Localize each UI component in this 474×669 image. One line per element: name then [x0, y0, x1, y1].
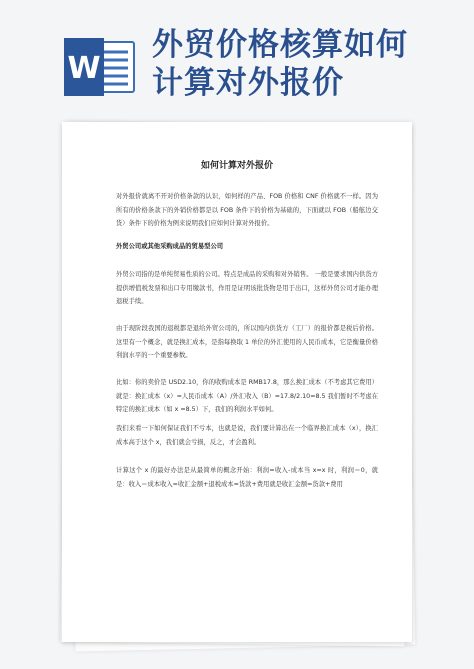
banner-title-line-1: 外贸价格核算如何	[152, 27, 408, 63]
banner	[0, 0, 474, 118]
document-page	[62, 122, 412, 642]
document-title: 如何计算对外报价	[200, 161, 273, 171]
paragraph-formula: 计算这个 x 的最好办法是从最简单的概念开始：利润=收入-成本当 x=x 时，利润＝0，就是：收入＝成本收入=收汇金额+退税成本=货款+费用就是收汇金额=货款+费用	[116, 467, 378, 488]
paragraph-intro: 对外报价就离不开对价格条款的认识，如何样的产品、FOB 价格和 CNF 价格就不一样。因为所有的价格条款下的外销价格都是以 FOB 条件下的价格为基础的，下面就以 FOB（船舷边交货）条件下的价格为例来说明我们应如何计算对外报价。	[116, 193, 378, 227]
banner-title	[152, 26, 472, 102]
paragraph-trade-company: 外贸公司指的是单纯贸易性质的公司。特点是成品的采购和对外销售。 一般是要求国内供货方提供增值税发票和出口专用缴款书，作用是证明该批货物是用于出口，这样外贸公司才能办理退税手续。	[116, 271, 378, 305]
section-heading: 外贸公司或其他采购成品的贸易型公司	[116, 243, 224, 250]
banner-title-line-2: 计算对外报价	[152, 65, 344, 101]
paragraph-exchange-cost: 由于现阶段我国的退税都是退给外贸公司的，所以国内供货方（工厂）的报价都是税后价格。这里有一个概念，就是换汇成本，是指每换取 1 单位的外汇使用的人民币成本，它是衡量价格利润水平的一个重要参数。	[116, 325, 378, 359]
paragraph-example: 比如：你的卖价是 USD2.10，你的收购成本是 RMB17.8，那么换汇成本（不考虑其它费用）就是：换汇成本（x）=人民币成本（A）/外汇收入（B）=17.8/2.10=8.5 我们暂时不考虑在特定的换汇成本（如 x =8.5）下，我们的利润水平如何。	[116, 379, 378, 413]
svg-text:W: W	[67, 51, 101, 86]
word-document-icon	[62, 38, 138, 96]
paragraph-break-even: 我们来看一下如何保证我们不亏本，也就是说，我们要计算出在一个临界换汇成本（x），换汇成本高于这个 x，我们就会亏损，反之，才会盈利。	[116, 425, 378, 446]
